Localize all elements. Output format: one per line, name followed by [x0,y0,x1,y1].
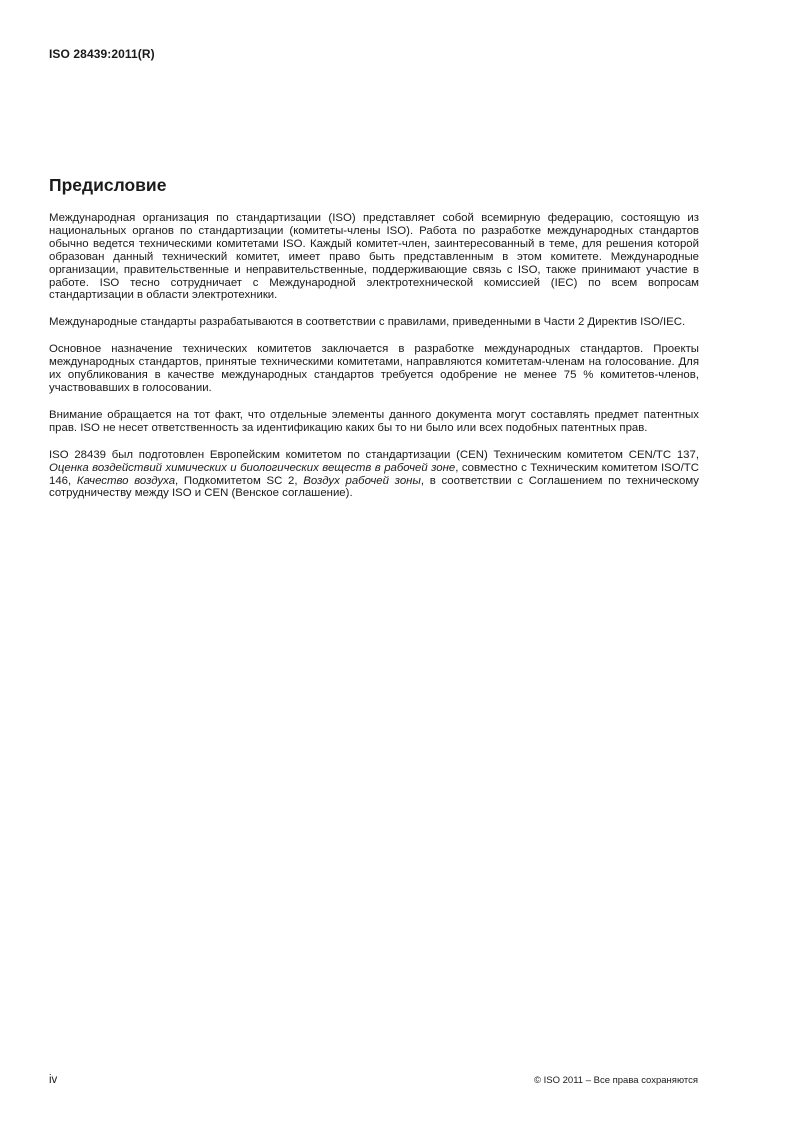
preparation-text-4: , в соответствии с Соглашением по техническому сотрудничеству между ISO и CEN (Венское соглашение). [49,474,699,500]
section-title: Предисловие [49,175,167,195]
committee-title-cen: Оценка воздействий химических и биологических веществ в рабочей зоне [49,461,456,474]
paragraph-patent-notice: Внимание обращается на тот факт, что отдельные элементы данного документа могут составлять предмет патентных прав. ISO не несет ответственность за идентификацию каких бы то ни было или всех подобных патентных прав. [49,408,699,434]
preparation-text-3: , Подкомитетом SC 2, [175,474,304,487]
paragraph-iso-overview: Международная организация по стандартизации (ISO) представляет собой всемирную федерацию, состоящую из национальных органов по стандартизации (комитеты-члены ISO). Работа по разработке международных стандартов обычно ведется техническими комитетами ISO. Каждый комитет-член, заинтересованный в теме, для решения которой образован данный технический комитет, имеет право быть представленным в этом комитете. Международные организации, правительственные и неправительственные, поддерживающие связь с ISO, также принимают участие в работе. ISO тесно сотрудничает с Международной электротехнической комиссией (IEC) по всем вопросам стандартизации в области электротехники. [49,212,699,302]
paragraph-directives: Международные стандарты разрабатываются в соответствии с правилами, приведенными в Части 2 Директив ISO/IEC. [49,316,686,329]
subcommittee-title: Воздух рабочей зоны [303,474,421,487]
paragraph-preparation [49,449,699,501]
preparation-text-1: ISO 28439 был подготовлен Европейским комитетом по стандартизации (CEN) Техническим комитетом CEN/TC 137, [49,448,699,461]
page-number: iv [49,1074,58,1086]
document-id-header: ISO 28439:2011(R) [49,47,155,61]
copyright-notice: © ISO 2011 – Все права сохраняются [533,1075,698,1086]
preparation-text-2: , совместно с Техническим комитетом ISO/TC 146, [49,461,699,487]
paragraph-committee-purpose: Основное назначение технических комитетов заключается в разработке международных стандартов. Проекты международных стандартов, принятые техническими комитетами, направляются комитетам-членам на голосование. Для их опубликования в качестве международных стандартов требуется одобрение не менее 75 % комитетов-членов, участвовавших в голосовании. [49,343,699,394]
foreword-body [49,212,699,514]
committee-title-iso: Качество воздуха [76,474,176,487]
